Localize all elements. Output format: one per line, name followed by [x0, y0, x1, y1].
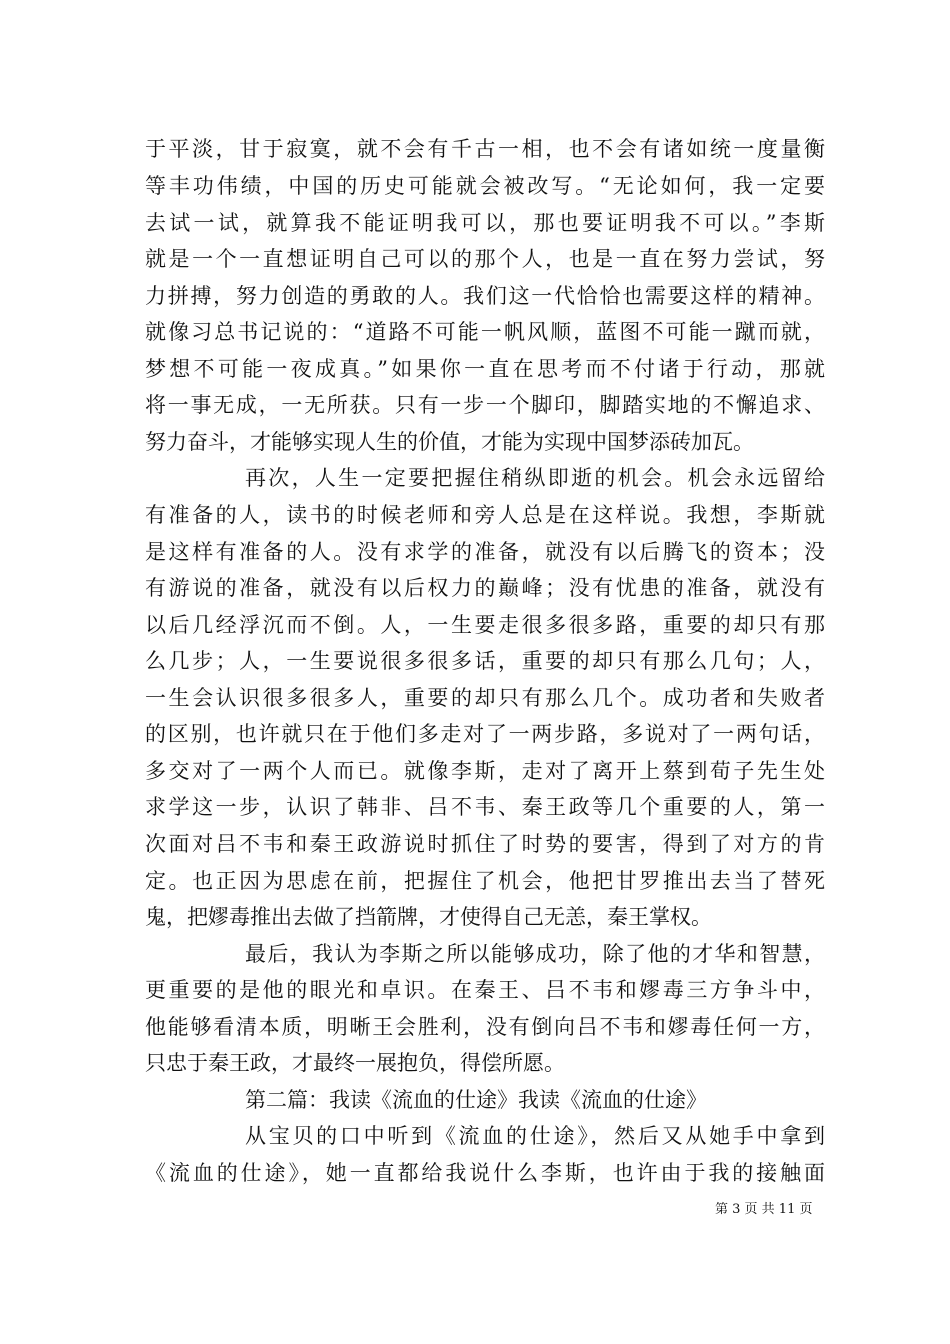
text-line: 就像习总书记说的：“道路不可能一帆风顺，蓝图不可能一蹴而就，	[145, 320, 825, 344]
text-line: 是这样有准备的人。没有求学的准备，就没有以后腾飞的资本；没	[145, 540, 825, 564]
text-line: 去试一试，就算我不能证明我可以，那也要证明我不可以。”李斯	[145, 211, 825, 235]
text-line: 定。也正因为思虑在前，把握住了机会，他把甘罗推出去当了替死	[145, 869, 825, 893]
text-line: 次面对吕不韦和秦王政游说时抓住了时势的要害，得到了对方的肯	[145, 832, 825, 856]
text-line: 多交对了一两个人而已。就像李斯，走对了离开上蔡到荀子先生处	[145, 759, 825, 783]
text-line: 就是一个一直想证明自己可以的那个人，也是一直在努力尝试，努	[145, 247, 825, 271]
text-line: 《流血的仕途》，她一直都给我说什么李斯，也许由于我的接触面	[145, 1161, 825, 1185]
text-line: 鬼，把嫪毒推出去做了挡箭牌，才使得自己无恙，秦王掌权。	[145, 905, 712, 929]
text-line: 有游说的准备，就没有以后权力的巅峰；没有忧患的准备，就没有	[145, 576, 825, 600]
paragraph-first-line: 再次，人生一定要把握住稍纵即逝的机会。机会永远留给	[245, 466, 825, 490]
text-line: 求学这一步，认识了韩非、吕不韦、秦王政等几个重要的人，第一	[145, 795, 825, 819]
section-heading: 第二篇：我读《流血的仕途》我读《流血的仕途》	[245, 1088, 707, 1112]
text-line: 么几步；人，一生要说很多很多话，重要的却只有那么几句；人，	[145, 649, 825, 673]
text-line: 一生会认识很多很多人，重要的却只有那么几个。成功者和失败者	[145, 686, 825, 710]
text-line: 更重要的是他的眼光和卓识。在秦王、吕不韦和嫪毒三方争斗中，	[145, 978, 825, 1002]
page-number-footer: 第 3 页 共 11 页	[715, 1202, 813, 1217]
text-line: 将一事无成，一无所获。只有一步一个脚印，脚踏实地的不懈追求、	[145, 393, 825, 417]
paragraph-first-line: 最后，我认为李斯之所以能够成功，除了他的才华和智慧，	[245, 942, 825, 966]
text-line: 以后几经浮沉而不倒。人，一生要走很多很多路，重要的却只有那	[145, 613, 825, 637]
paragraph-first-line: 从宝贝的口中听到《流血的仕途》，然后又从她手中拿到	[245, 1124, 825, 1148]
text-line: 努力奋斗，才能够实现人生的价值，才能为实现中国梦添砖加瓦。	[145, 430, 754, 454]
text-line: 他能够看清本质，明晰王会胜利，没有倒向吕不韦和嫪毒任何一方，	[145, 1015, 825, 1039]
text-line: 力拼搏，努力创造的勇敢的人。我们这一代恰恰也需要这样的精神。	[145, 284, 825, 308]
text-line: 有准备的人，读书的时候老师和旁人总是在这样说。我想，李斯就	[145, 503, 825, 527]
text-line: 的区别，也许就只在于他们多走对了一两步路，多说对了一两句话，	[145, 722, 825, 746]
text-line: 只忠于秦王政，才最终一展抱负，得偿所愿。	[145, 1051, 565, 1075]
text-line: 于平淡，甘于寂寞，就不会有千古一相，也不会有诸如统一度量衡	[145, 137, 825, 161]
text-line: 梦想不可能一夜成真。”如果你一直在思考而不付诸于行动，那就	[145, 357, 825, 381]
text-line: 等丰功伟绩，中国的历史可能就会被改写。“无论如何，我一定要	[145, 174, 825, 198]
